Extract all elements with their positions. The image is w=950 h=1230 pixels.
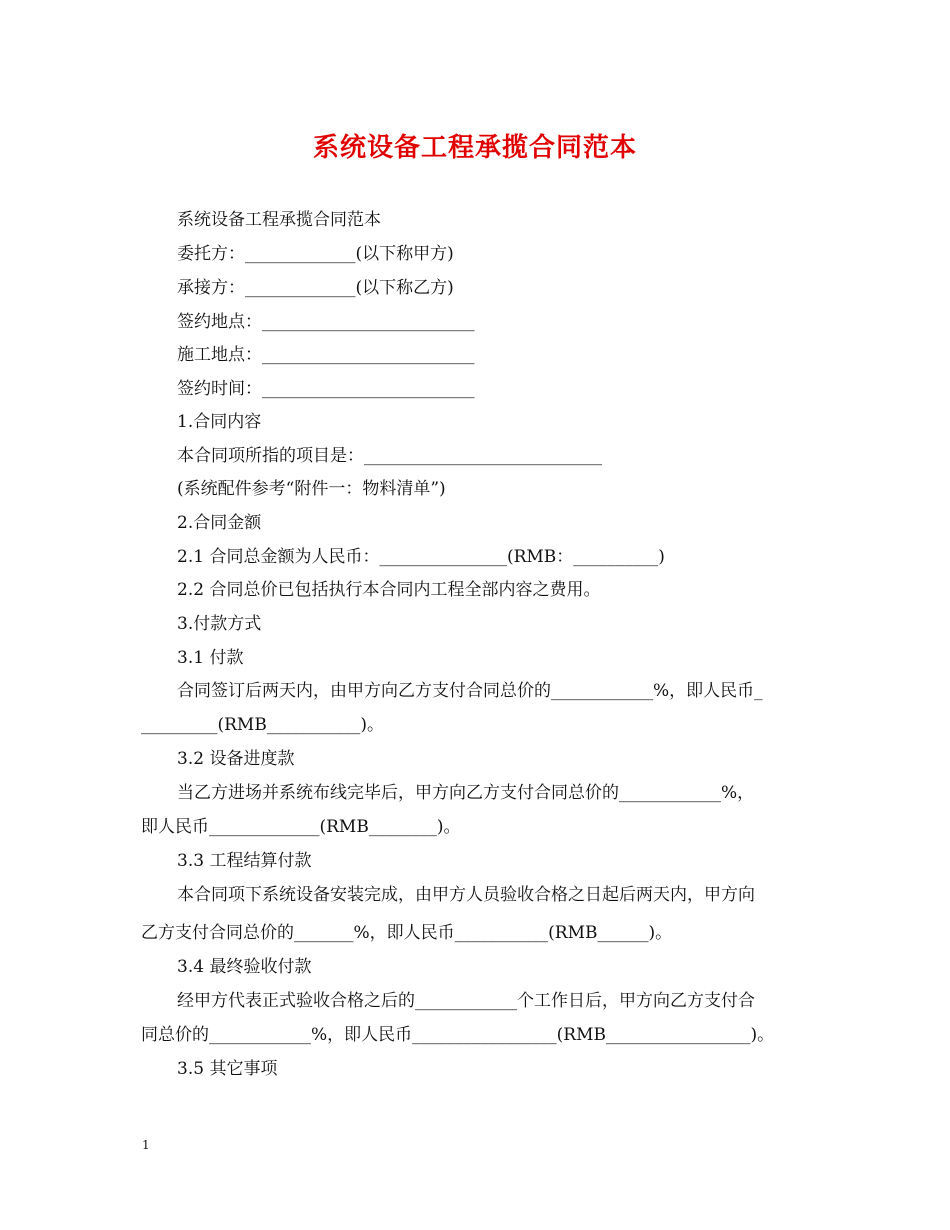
paragraph-line: 2.1 合同总金额为人民币：_______________(RMB：__________) bbox=[177, 547, 665, 567]
subsection-heading: 3.4 最终验收付款 bbox=[177, 957, 312, 977]
paragraph-line: 同总价的____________%，即人民币_________________(RMB_________________)。 bbox=[141, 1025, 775, 1045]
paragraph-line: 委托方：_____________(以下称甲方) bbox=[177, 244, 454, 264]
paragraph-line: 本合同项所指的项目是：____________________________ bbox=[177, 446, 602, 466]
subsection-heading: 3.5 其它事项 bbox=[177, 1059, 278, 1079]
subsection-heading: 3.1 付款 bbox=[177, 648, 244, 668]
paragraph-line: 承接方：_____________(以下称乙方) bbox=[177, 278, 454, 298]
paragraph-line: 经甲方代表正式验收合格之后的____________个工作日后，甲方向乙方支付合 bbox=[177, 991, 755, 1011]
section-heading: 3.付款方式 bbox=[177, 614, 262, 634]
paragraph-line: 当乙方进场并系统布线完毕后，甲方向乙方支付合同总价的____________%， bbox=[177, 783, 755, 803]
paragraph-line: 施工地点：_________________________ bbox=[177, 345, 475, 365]
page-number: 1 bbox=[142, 1138, 150, 1152]
paragraph-line: 即人民币_____________(RMB________)。 bbox=[141, 817, 461, 837]
section-heading: 1.合同内容 bbox=[177, 412, 262, 432]
paragraph-line: 2.2 合同总价已包括执行本合同内工程全部内容之费用。 bbox=[177, 580, 601, 600]
paragraph-line: 合同签订后两天内，由甲方向乙方支付合同总价的____________%，即人民币_ bbox=[177, 681, 763, 701]
section-heading: 2.合同金额 bbox=[177, 513, 262, 533]
subsection-heading: 3.2 设备进度款 bbox=[177, 749, 295, 769]
paragraph-line: 签约地点：_________________________ bbox=[177, 312, 475, 332]
paragraph-line: (系统配件参考“附件一：物料清单”) bbox=[177, 479, 446, 499]
paragraph-line: 系统设备工程承揽合同范本 bbox=[177, 210, 381, 230]
subsection-heading: 3.3 工程结算付款 bbox=[177, 851, 312, 871]
paragraph-line: 签约时间：_________________________ bbox=[177, 379, 475, 399]
paragraph-line: 本合同项下系统设备安装完成，由甲方人员验收合格之日起后两天内，甲方向 bbox=[177, 885, 755, 905]
document-title: 系统设备工程承揽合同范本 bbox=[312, 133, 637, 163]
paragraph-line: _________(RMB___________)。 bbox=[141, 715, 384, 735]
paragraph-line: 乙方支付合同总价的_______%，即人民币___________(RMB______)。 bbox=[141, 923, 673, 943]
